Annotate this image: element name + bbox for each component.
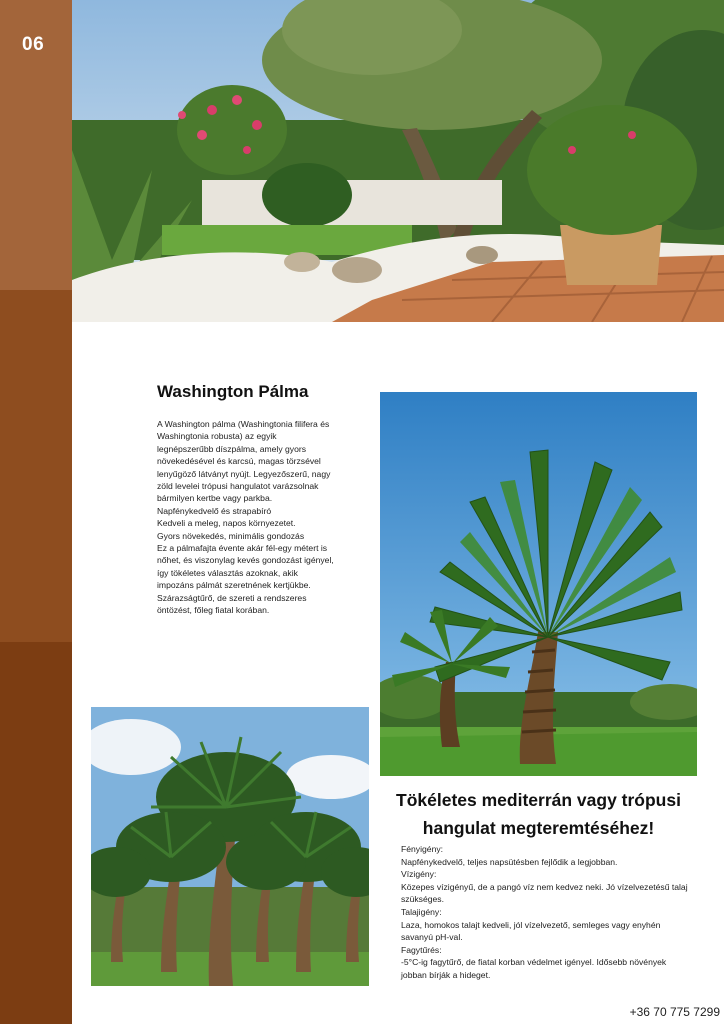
care-text-soil: Laza, homokos talajt kedveli, jól vízelvezető, semleges vagy enyhén savanyú pH-val. <box>401 919 661 943</box>
care-text-water: Közepes vízigényű, de a pangó víz nem kedvez neki. Jó vízelvezetésű talaj szükséges. <box>401 881 688 905</box>
contact-phone: +36 70 775 7299 <box>629 1005 720 1019</box>
article-paragraph: A Washington pálma (Washingtonia filifera és Washingtonia robusta) az egyik legnépszerűbb díszpálma, amely gyors növekedésével és karcsú, magas törzsével lenyűgöző látványt nyújt. Legyezőszerű, nagy zöld levelei trópusi hangulatot varázsolnak bármilyen kertbe vagy parkba. <box>157 419 331 504</box>
care-text-frost: -5°C-ig fagytűrő, de fiatal korban védelmet igényel. Idősebb növények jobban bírják a hideget. <box>401 957 667 980</box>
article-paragraph: Szárazságtűrő, de szereti a rendszeres öntözést, főleg fiatal korában. <box>157 592 307 616</box>
page-number: 06 <box>22 34 45 55</box>
palm-grove-image <box>91 707 369 986</box>
care-label-soil: Talajigény: <box>401 906 442 917</box>
side-band-bottom <box>0 642 72 1024</box>
care-label-water: Vízigény: <box>401 869 437 880</box>
garden-hero-image <box>72 0 724 322</box>
care-info <box>401 843 693 982</box>
care-label-light: Fényigény: <box>401 844 444 854</box>
headline: Tökéletes mediterrán vagy trópusi hangulat megteremtéséhez! <box>396 790 681 838</box>
article-paragraph: Napfénykedvelő és strapabíró <box>157 505 272 516</box>
article-paragraph: Gyors növekedés, minimális gondozás <box>157 530 305 541</box>
care-text-light: Napfénykedvelő, teljes napsütésben fejlődik a legjobban. <box>401 856 618 867</box>
article-title: Washington Pálma <box>157 382 309 401</box>
article-body <box>157 418 335 617</box>
washington-palm-image <box>380 392 697 776</box>
side-band-middle <box>0 290 72 642</box>
article-paragraph: Kedveli a meleg, napos környezetet. <box>157 518 296 529</box>
article-paragraph: Ez a pálmafajta évente akár fél-egy métert is nőhet, és viszonylag kevés gondozást igényel, így tökéletes választás azoknak, akik impozáns pálmát szeretnének kertjükbe. <box>157 543 334 591</box>
care-label-frost: Fagytűrés: <box>401 944 442 955</box>
